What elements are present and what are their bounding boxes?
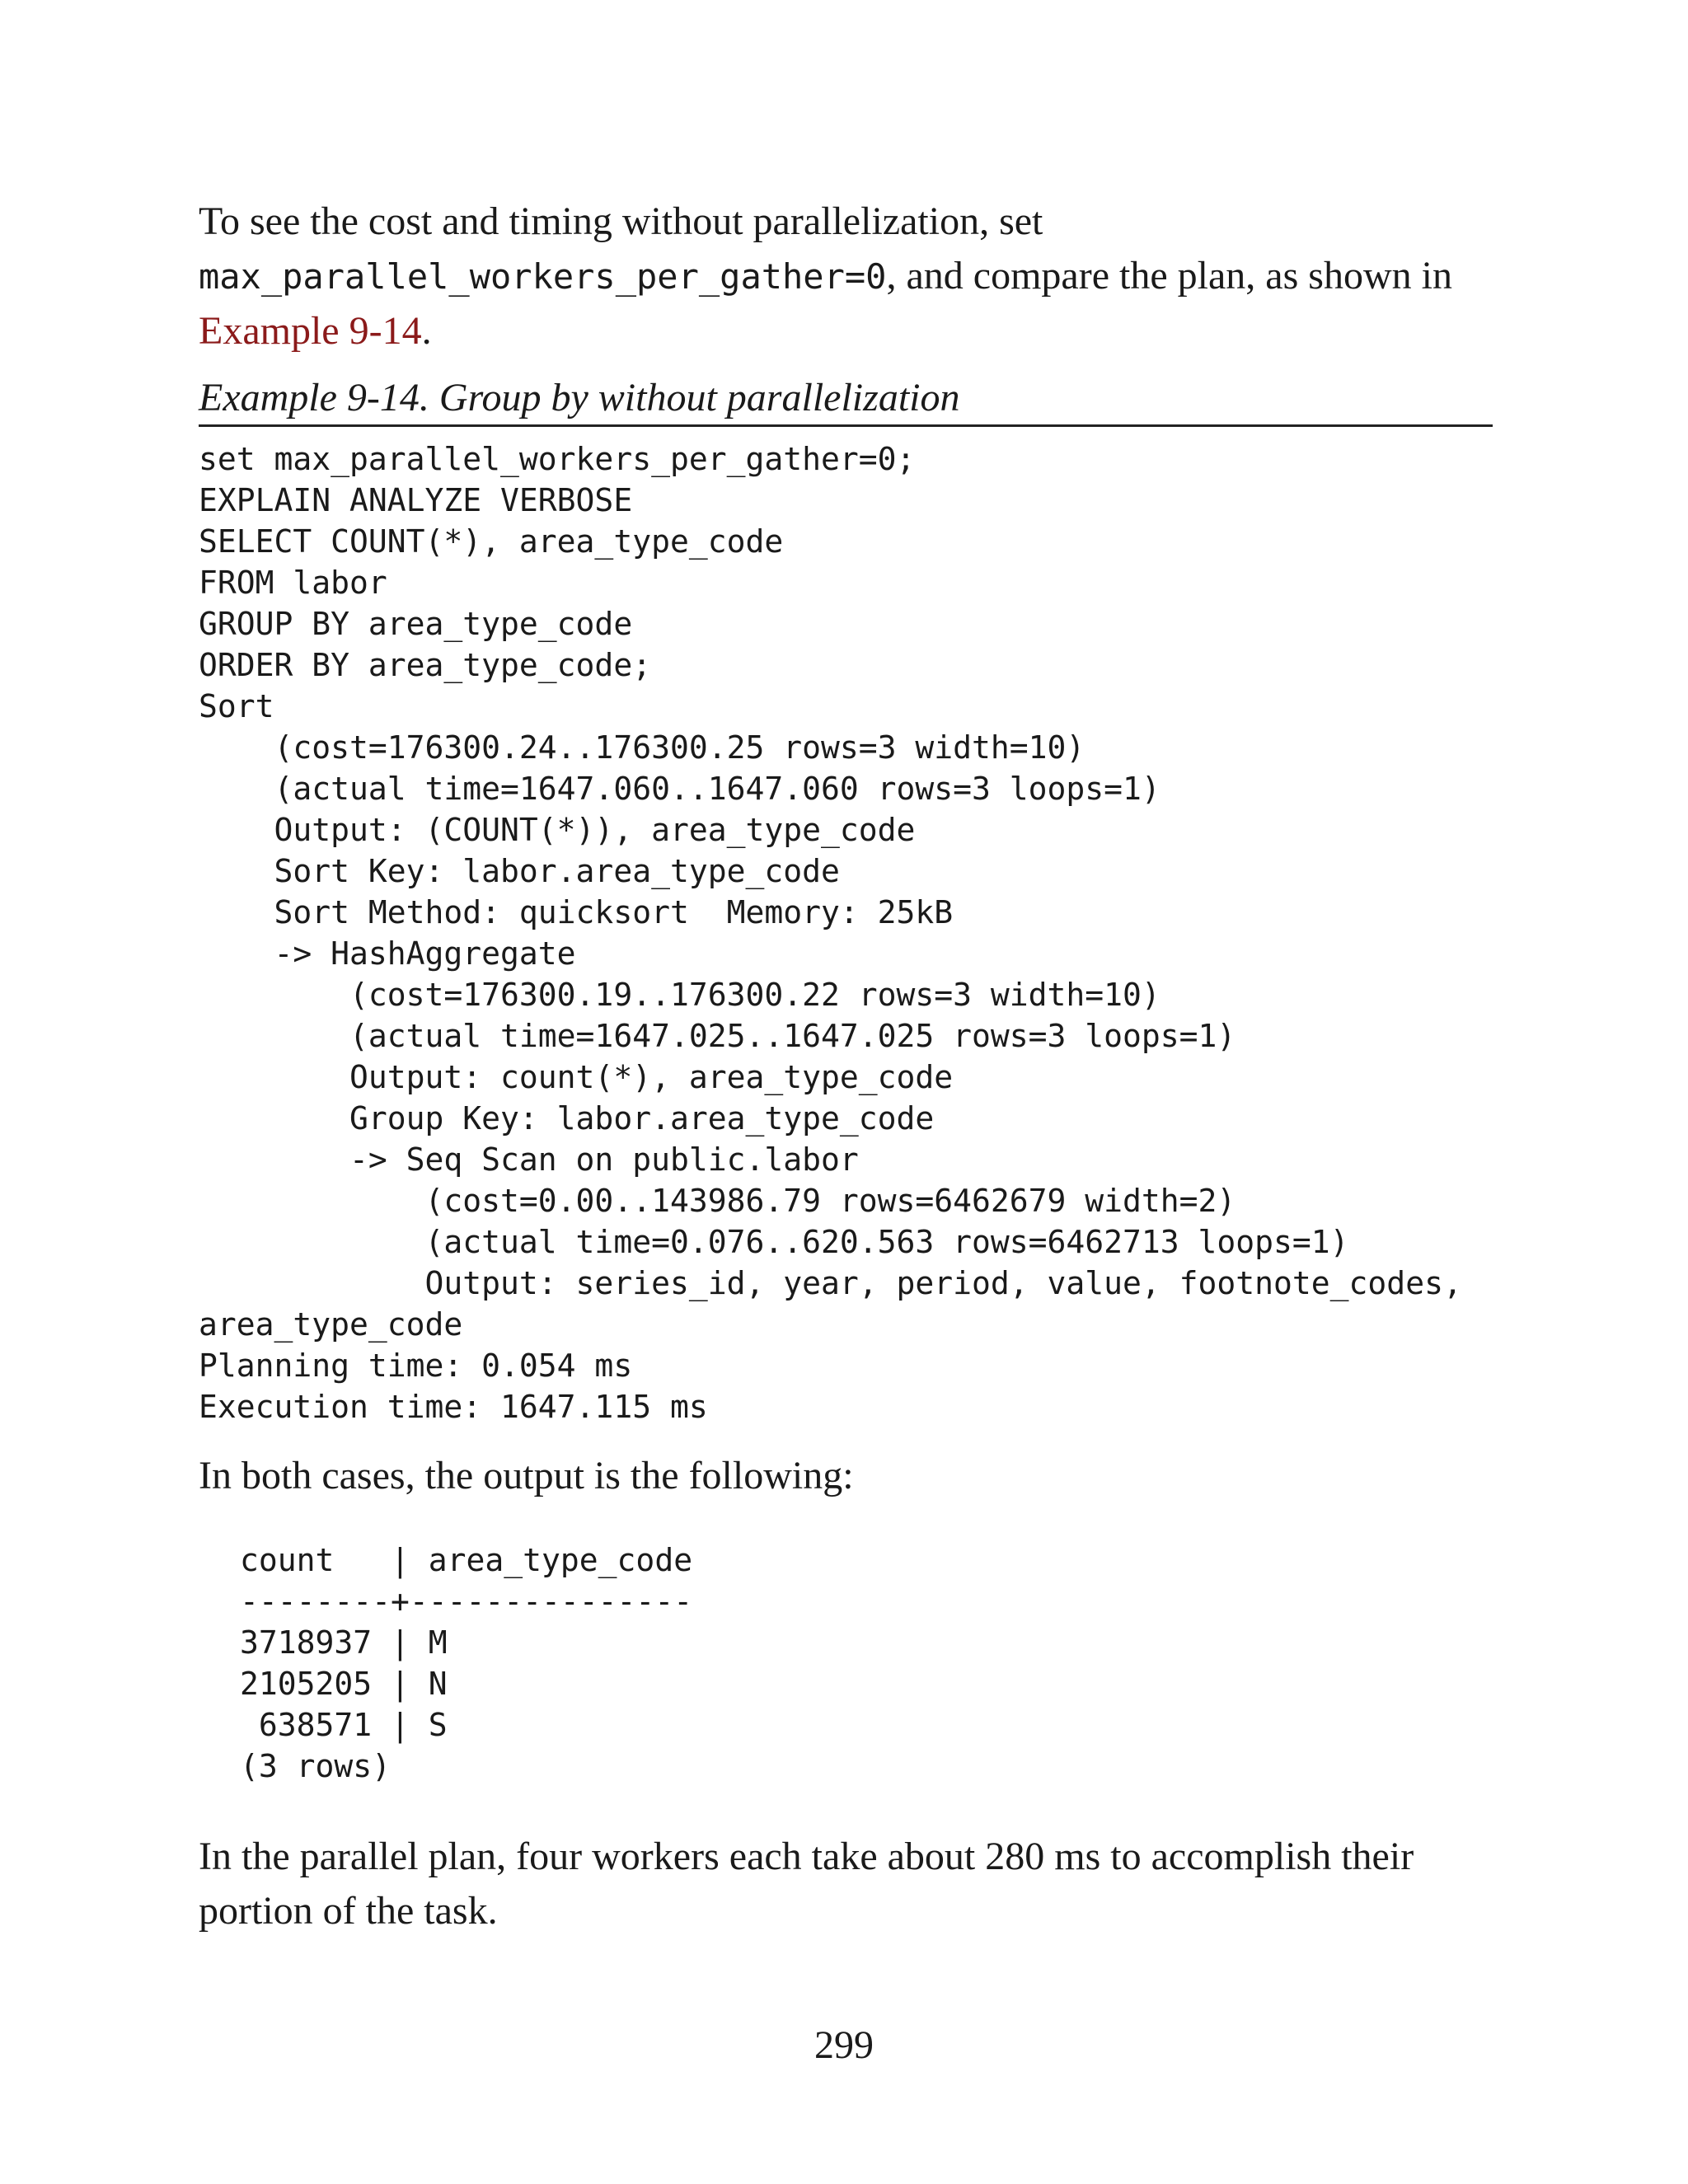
intro-text-after: .	[421, 309, 432, 353]
closing-paragraph: In the parallel plan, four workers each take about 280 ms to accomplish their portion of the task.	[199, 1835, 1414, 1933]
page-body	[199, 194, 1493, 1938]
intro-paragraph	[199, 194, 1493, 359]
query-result-block: count | area_type_code --------+--------------- 3718937 | M 2105205 | N 638571 | S (3 rows)	[240, 1542, 693, 1784]
page-number: 299	[814, 2023, 874, 2067]
example-cross-reference-link[interactable]: Example 9-14	[199, 309, 422, 353]
inline-code-setting: max_parallel_workers_per_gather=0	[199, 256, 887, 297]
intro-text-before: To see the cost and timing without parallelization, set	[199, 199, 1043, 243]
example-caption: Example 9-14. Group by without parallelization	[199, 373, 1493, 427]
example-code-block: set max_parallel_workers_per_gather=0; EXPLAIN ANALYZE VERBOSE SELECT COUNT(*), area_type_code FROM labor GROUP BY area_type_code ORDER BY area_type_code; Sort (cost=176300.24..176300.25 rows=3 width=10) (actual time=1647.060..1647.060 rows=3 loops=1) Output: (COUNT(*)), area_type_code Sort Key: labor.area_type_code Sort Method: quicksort Memory: 25kB -> HashAggregate (cost=176300.19..176300.22 rows=3 width=10) (actual time=1647.025..1647.025 rows=3 loops=1) Output: count(*), area_type_code Group Key: labor.area_type_code -> Seq Scan on public.labor (cost=0.00..143986.79 rows=6462679 width=2) (actual time=0.076..620.563 rows=6462713 loops=1) Output: series_id, year, period, value, footnote_codes, area_type_code Planning time: 0.054 ms Execution time: 1647.115 ms	[199, 441, 1462, 1425]
intro-text-middle: , and compare the plan, as shown in	[886, 254, 1452, 298]
between-paragraph: In both cases, the output is the following:	[199, 1454, 854, 1497]
